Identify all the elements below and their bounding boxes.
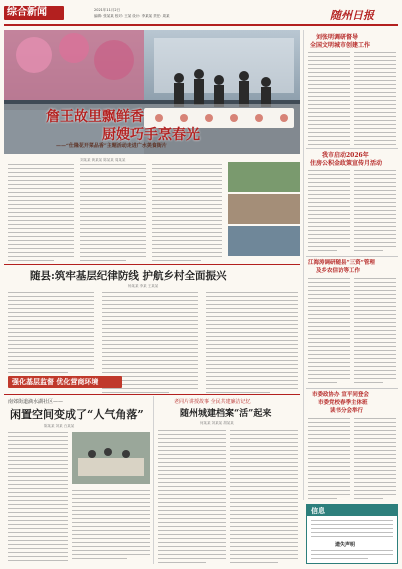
bottom-mid-title: 随州城建档案“活”起来 [180, 409, 272, 419]
bottom-mid-body-a [158, 430, 226, 566]
bottom-mid-kicker: 老同片讲授故事 全民共建廉洁记忆 [174, 399, 251, 405]
side-photo-3 [228, 226, 300, 256]
main-byline: 刘某某 黄某某 陈某某 周某某 [80, 158, 126, 162]
right-rule-3 [306, 388, 398, 389]
right1-body-a [308, 52, 350, 152]
right-rule-2 [306, 256, 398, 257]
notice-body [311, 550, 393, 562]
main-subtitle: ——“仕隆花开菜品香”主题活动走进广水美食街片 [56, 143, 167, 149]
middle-body-col1 [8, 292, 94, 376]
right4-title-line3: 读书分会举行 [330, 408, 364, 414]
right4-body-b [354, 418, 396, 502]
bottom-mid-byline: 何某某 刘某某 胡某某 [200, 421, 234, 425]
right3-title-line2: 及乡农信访等工作 [316, 268, 361, 274]
main-title-line1: 詹王故里飘鲜香 [46, 109, 144, 125]
room-photo-illustration [72, 432, 150, 484]
bottom-col-divider [153, 396, 154, 564]
main-body-col2 [80, 164, 146, 264]
right4-body-a [308, 418, 350, 502]
right1-body-b [354, 52, 396, 152]
newspaper-logo: 随州日报 [330, 9, 374, 22]
right3-body-b [354, 278, 396, 386]
right2-title-line2: 住房公积金政策宣传月活动 [310, 160, 383, 167]
middle-body-col3 [206, 292, 298, 396]
middle-title: 随县:筑牢基层纪律防线 护航乡村全面振兴 [30, 270, 227, 282]
main-body-col1 [8, 164, 74, 264]
section-title: 综合新闻 [7, 7, 47, 18]
right3-title-line1: 江海涛调研随县“三资”管理 [308, 260, 375, 266]
right2-title-line1: 我市启动2026年 [322, 152, 369, 159]
middle-byline: 杨某某 李某 王某某 [128, 284, 159, 288]
main-body-col3 [152, 164, 222, 264]
right1-title-line2: 全国文明城市创建工作 [310, 42, 371, 49]
notice-title: 遗失声明 [335, 542, 356, 548]
bottom-left-body-a [8, 432, 68, 564]
side-photo-1 [228, 162, 300, 192]
bottom-left-kicker: 南郊街道滴水湖社区—— [8, 399, 64, 405]
banner-label: 强化基层监督 优化营商环境 [12, 378, 99, 386]
bottom-left-byline: 陈某某 刘某 白某某 [44, 424, 75, 428]
right2-body-a [308, 170, 350, 254]
ad-body [311, 520, 393, 540]
ad-block [306, 504, 398, 564]
right2-body-b [354, 170, 396, 254]
right4-title-line2: 市委党校春季主体班 [318, 400, 368, 406]
right4-title-line1: 市委政协办 宣平同登会 [312, 392, 369, 398]
date-line: 2021年11月2日 [94, 8, 121, 12]
bottom-left-photo [72, 432, 150, 484]
side-photo-2 [228, 194, 300, 224]
right-rule-1 [306, 148, 398, 149]
bottom-mid-body-b [230, 430, 298, 566]
right1-title-line1: 刘张明调研督导 [316, 34, 359, 41]
main-photo [4, 30, 300, 154]
bottom-left-title: 闲置空间变成了“人气角落” [10, 408, 144, 421]
ad-title: 信息 [311, 507, 325, 515]
right3-body-a [308, 278, 350, 386]
bottom-left-body-b [72, 490, 150, 562]
middle-rule-top [4, 264, 300, 265]
masthead-rule [4, 24, 398, 26]
side-photo-grid [228, 162, 300, 258]
main-title-line2: 厨嫂巧手烹春光 [102, 127, 200, 143]
editor-line: 编辑: 张某某 校对: 王某 设计: 李某某 责任: 周某 [94, 14, 170, 18]
right-column-divider [303, 30, 304, 500]
bottom-rule [4, 394, 300, 395]
